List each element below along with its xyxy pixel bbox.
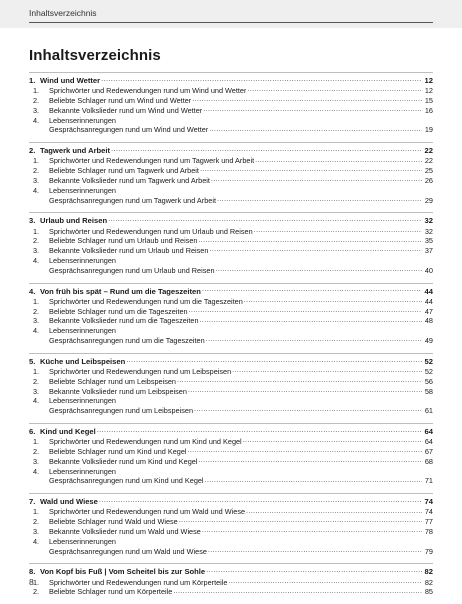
entry-number: 2. — [33, 446, 40, 456]
leader-dots — [217, 196, 422, 203]
toc-entry-subrow — [29, 476, 433, 486]
entry-page: 49 — [424, 335, 433, 345]
toc-entry-row — [29, 307, 433, 317]
toc-chapter-row — [29, 357, 433, 367]
entry-number: 1. — [33, 577, 40, 587]
toc-entry-row — [29, 326, 433, 336]
entry-page: 85 — [424, 587, 433, 597]
toc-chapter-row — [29, 146, 433, 156]
chapter-title: Von früh bis spät – Rund um die Tageszeiten — [40, 286, 201, 296]
chapter-page: 52 — [424, 356, 433, 366]
leader-dots — [188, 447, 422, 454]
entry-number: 3. — [33, 526, 40, 536]
entry-title: Bekannte Volkslieder rund um Leibspeisen — [49, 386, 187, 396]
entry-title: Sprichwörter und Redewendungen rund um Körperteile — [49, 577, 228, 587]
toc-entry-row — [29, 227, 433, 237]
entry-page: 19 — [424, 125, 433, 135]
chapter-page: 32 — [424, 216, 433, 226]
toc-entry-row — [29, 367, 433, 377]
page-number: 8 — [29, 577, 34, 587]
entry-number: 4. — [33, 396, 40, 406]
entry-page: 56 — [424, 376, 433, 386]
leader-dots — [244, 297, 422, 304]
entry-page: 47 — [424, 306, 433, 316]
entry-number: 1. — [33, 366, 40, 376]
entry-title: Sprichwörter und Redewendungen rund um Leibspeisen — [49, 366, 232, 376]
chapter-title: Wind und Wetter — [40, 76, 101, 85]
leader-dots — [179, 517, 422, 524]
toc-chapter-row — [29, 76, 433, 86]
leader-dots — [209, 125, 422, 132]
leader-dots — [173, 587, 422, 594]
entry-number: 2. — [33, 517, 40, 527]
table-of-contents — [29, 72, 433, 604]
leader-dots — [255, 156, 422, 163]
toc-entry-row — [29, 106, 433, 116]
leader-dots — [192, 96, 422, 103]
entry-title: Lebenserinnerungen — [49, 396, 116, 406]
entry-title: Sprichwörter und Redewendungen rund um Tagwerk und Arbeit — [49, 156, 255, 166]
entry-title: Sprichwörter und Redewendungen rund um Wald und Wiese — [49, 507, 246, 517]
entry-page: 16 — [424, 105, 433, 115]
leader-dots — [198, 457, 422, 464]
chapter-title: Von Kopf bis Fuß | Vom Scheitel bis zur Sohle — [40, 567, 206, 577]
entry-title: Beliebte Schlager rund um Kind und Kegel — [49, 446, 187, 456]
toc-chapter-section — [29, 563, 433, 597]
leader-dots — [177, 377, 422, 384]
entry-page: 29 — [424, 195, 433, 205]
toc-entry-subrow — [29, 125, 433, 135]
entry-number: 2. — [33, 306, 40, 316]
entry-number: 4. — [33, 185, 40, 195]
entry-title: Lebenserinnerungen — [49, 536, 116, 546]
entry-title: Beliebte Schlager rund um Körperteile — [49, 587, 173, 597]
running-header — [0, 0, 462, 28]
toc-entry-row — [29, 587, 433, 597]
running-header-title: Inhaltsverzeichnis — [29, 8, 97, 18]
entry-number: 1. — [33, 86, 40, 96]
entry-number: 2. — [33, 236, 40, 246]
entry-number: 1. — [33, 437, 40, 447]
toc-chapter-section — [29, 353, 433, 416]
entry-page: 52 — [424, 366, 433, 376]
toc-entry-row — [29, 437, 433, 447]
entry-page: 67 — [424, 446, 433, 456]
entry-title: Beliebte Schlager rund Wald und Wiese — [49, 517, 178, 527]
entry-title: Lebenserinnerungen — [49, 185, 116, 195]
header-rule — [29, 22, 433, 23]
chapter-number: 5. — [29, 356, 36, 366]
entry-title: Bekannte Volkslieder rund um Wald und Wiese — [49, 526, 201, 536]
leader-dots — [202, 527, 422, 534]
leader-dots — [209, 246, 422, 253]
entry-number: 1. — [33, 507, 40, 517]
entry-subtitle: Gesprächsanregungen rund um Wald und Wiese — [49, 546, 207, 556]
toc-entry-row — [29, 116, 433, 126]
entry-number: 3. — [33, 386, 40, 396]
chapter-number: 2. — [29, 146, 36, 156]
leader-dots — [206, 336, 422, 343]
toc-entry-row — [29, 507, 433, 517]
entry-page: 15 — [424, 96, 433, 105]
entry-number: 3. — [33, 246, 40, 256]
entry-title: Bekannte Volkslieder rund um die Tageszeiten — [49, 316, 199, 326]
toc-chapter-section — [29, 283, 433, 346]
entry-page: 37 — [424, 246, 433, 256]
leader-dots — [243, 437, 422, 444]
chapter-page: 22 — [424, 146, 433, 156]
chapter-title: Kind und Kegel — [40, 426, 96, 436]
toc-entry-row — [29, 96, 433, 106]
entry-number: 2. — [33, 96, 40, 105]
leader-dots — [189, 307, 422, 314]
toc-chapter-row — [29, 427, 433, 437]
leader-dots — [228, 578, 422, 585]
entry-subtitle: Gesprächsanregungen rund um Tagwerk und Arbeit — [49, 195, 216, 205]
leader-dots — [99, 497, 422, 504]
toc-entry-row — [29, 246, 433, 256]
entry-title: Beliebte Schlager rund um Leibspeisen — [49, 376, 176, 386]
entry-page: 58 — [424, 386, 433, 396]
entry-page: 77 — [424, 517, 433, 527]
entry-number: 4. — [33, 536, 40, 546]
entry-page: 79 — [424, 546, 433, 556]
entry-page: 61 — [424, 406, 433, 416]
entry-title: Bekannte Volkslieder rund um Urlaub und Reisen — [49, 246, 209, 256]
entry-subtitle: Gesprächsanregungen rund um die Tageszeiten — [49, 335, 205, 345]
toc-entry-row — [29, 447, 433, 457]
chapter-number: 3. — [29, 216, 36, 226]
toc-entry-row — [29, 297, 433, 307]
entry-title: Sprichwörter und Redewendungen rund um die Tageszeiten — [49, 296, 243, 306]
entry-number: 1. — [33, 156, 40, 166]
entry-title: Lebenserinnerungen — [49, 115, 116, 125]
entry-number: 2. — [33, 587, 40, 597]
chapter-number: 6. — [29, 426, 36, 436]
leader-dots — [246, 507, 422, 514]
entry-title: Beliebte Schlager rund um Wind und Wetter — [49, 96, 192, 105]
entry-title: Bekannte Volkslieder rund um Tagwerk und Arbeit — [49, 175, 210, 185]
leader-dots — [101, 76, 422, 83]
entry-subtitle: Gesprächsanregungen rund um Wind und Wetter — [49, 125, 209, 135]
toc-entry-row — [29, 387, 433, 397]
entry-number: 3. — [33, 175, 40, 185]
leader-dots — [198, 236, 422, 243]
chapter-page: 12 — [424, 76, 433, 85]
leader-dots — [194, 406, 422, 413]
entry-page: 64 — [424, 437, 433, 447]
entry-title: Beliebte Schlager rund um Urlaub und Reisen — [49, 236, 198, 246]
chapter-number: 7. — [29, 497, 36, 507]
toc-chapter-section — [29, 493, 433, 556]
toc-entry-row — [29, 166, 433, 176]
toc-entry-row — [29, 156, 433, 166]
leader-dots — [202, 287, 422, 294]
toc-entry-subrow — [29, 196, 433, 206]
entry-title: Bekannte Volkslieder rund um Kind und Kegel — [49, 456, 198, 466]
entry-title: Lebenserinnerungen — [49, 255, 116, 265]
entry-title: Lebenserinnerungen — [49, 466, 116, 476]
leader-dots — [247, 86, 422, 93]
entry-page: 48 — [424, 316, 433, 326]
entry-page: 35 — [424, 236, 433, 246]
chapter-number: 4. — [29, 286, 36, 296]
entry-title: Bekannte Volkslieder rund um Wind und Wetter — [49, 105, 203, 115]
leader-dots — [111, 146, 422, 153]
entry-title: Sprichwörter und Redewendungen rund um Wind und Wetter — [49, 86, 247, 96]
entry-page: 68 — [424, 456, 433, 466]
entry-page: 78 — [424, 526, 433, 536]
toc-entry-row — [29, 396, 433, 406]
toc-chapter-section — [29, 142, 433, 205]
chapter-title: Urlaub und Reisen — [40, 216, 108, 226]
entry-page: 25 — [424, 166, 433, 176]
toc-chapter-row — [29, 497, 433, 507]
toc-chapter-row — [29, 216, 433, 226]
entry-number: 1. — [33, 296, 40, 306]
toc-chapter-row — [29, 567, 433, 577]
entry-number: 2. — [33, 166, 40, 176]
leader-dots — [216, 266, 423, 273]
entry-number: 4. — [33, 255, 40, 265]
entry-title: Beliebte Schlager rund um Tagwerk und Arbeit — [49, 166, 199, 176]
leader-dots — [254, 227, 422, 234]
entry-page: 22 — [424, 156, 433, 166]
leader-dots — [232, 367, 422, 374]
toc-entry-row — [29, 236, 433, 246]
entry-number: 4. — [33, 466, 40, 476]
leader-dots — [200, 166, 422, 173]
entry-subtitle: Gesprächsanregungen rund um Urlaub und Reisen — [49, 265, 215, 275]
toc-entry-row — [29, 527, 433, 537]
toc-entry-row — [29, 86, 433, 96]
toc-chapter-row — [29, 287, 433, 297]
entry-title: Sprichwörter und Redewendungen rund um Kind und Kegel — [49, 437, 242, 447]
entry-title: Lebenserinnerungen — [49, 326, 116, 336]
toc-entry-row — [29, 256, 433, 266]
entry-number: 1. — [33, 226, 40, 236]
toc-entry-subrow — [29, 266, 433, 276]
leader-dots — [188, 387, 422, 394]
toc-entry-row — [29, 517, 433, 527]
entry-page: 32 — [424, 226, 433, 236]
toc-entry-row — [29, 578, 433, 588]
entry-number: 3. — [33, 105, 40, 115]
leader-dots — [211, 176, 422, 183]
leader-dots — [206, 567, 422, 574]
entry-subtitle: Gesprächsanregungen rund um Kind und Kegel — [49, 476, 204, 486]
chapter-page: 64 — [424, 426, 433, 436]
entry-page: 71 — [424, 476, 433, 486]
chapter-page: 74 — [424, 497, 433, 507]
toc-chapter-section — [29, 423, 433, 486]
chapter-title: Wald und Wiese — [40, 497, 98, 507]
leader-dots — [126, 357, 422, 364]
leader-dots — [208, 547, 422, 554]
leader-dots — [203, 106, 422, 113]
entry-page: 74 — [424, 507, 433, 517]
toc-entry-row — [29, 186, 433, 196]
entry-page: 12 — [424, 86, 433, 96]
toc-entry-row — [29, 537, 433, 547]
toc-chapter-section — [29, 212, 433, 275]
toc-entry-row — [29, 176, 433, 186]
entry-subtitle: Gesprächsanregungen rund um Leibspeisen — [49, 406, 194, 416]
entry-title: Beliebte Schlager rund um die Tageszeiten — [49, 306, 188, 316]
toc-entry-subrow — [29, 406, 433, 416]
entry-number: 4. — [33, 115, 40, 125]
toc-entry-row — [29, 377, 433, 387]
entry-title: Sprichwörter und Redewendungen rund um Urlaub und Reisen — [49, 226, 253, 236]
chapter-title: Küche und Leibspeisen — [40, 356, 126, 366]
chapter-number: 1. — [29, 76, 36, 85]
toc-entry-row — [29, 467, 433, 477]
entry-page: 40 — [424, 265, 433, 275]
toc-chapter-section — [29, 72, 433, 135]
toc-entry-subrow — [29, 336, 433, 346]
chapter-page: 44 — [424, 286, 433, 296]
chapter-title: Tagwerk und Arbeit — [40, 146, 111, 156]
entry-page: 82 — [424, 577, 433, 587]
leader-dots — [205, 476, 422, 483]
entry-page: 26 — [424, 175, 433, 185]
toc-entry-subrow — [29, 547, 433, 557]
chapter-number: 8. — [29, 567, 36, 577]
entry-number: 4. — [33, 326, 40, 336]
toc-entry-row — [29, 316, 433, 326]
leader-dots — [108, 216, 422, 223]
page-title: Inhaltsverzeichnis — [29, 47, 161, 64]
entry-page: 44 — [424, 296, 433, 306]
entry-number: 3. — [33, 456, 40, 466]
toc-entry-row — [29, 457, 433, 467]
leader-dots — [97, 427, 422, 434]
chapter-page: 82 — [424, 567, 433, 577]
entry-number: 2. — [33, 376, 40, 386]
entry-number: 3. — [33, 316, 40, 326]
leader-dots — [200, 316, 422, 323]
